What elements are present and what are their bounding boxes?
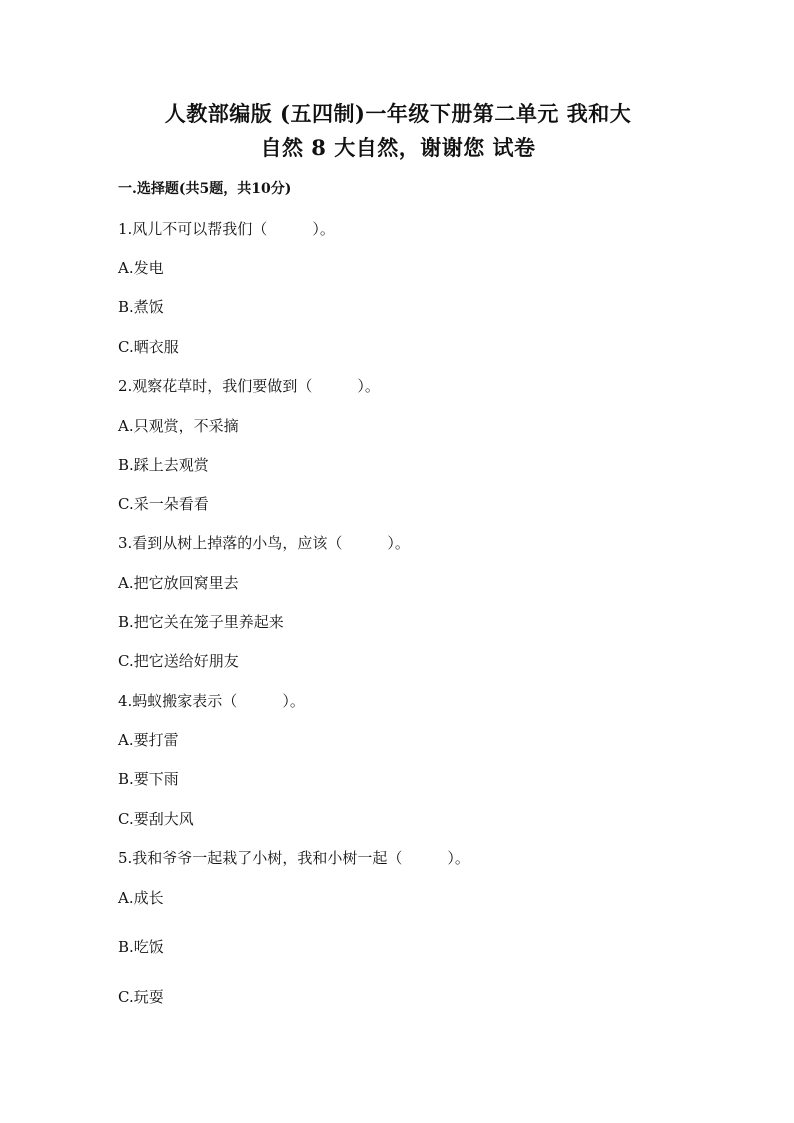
question-1-option-c: C.晒衣服 bbox=[118, 338, 179, 356]
question-4-stem: 4.蚂蚁搬家表示（ ）。 bbox=[118, 692, 305, 710]
question-4-option-b: B.要下雨 bbox=[118, 770, 179, 788]
question-2-stem: 2.观察花草时，我们要做到（ ）。 bbox=[118, 377, 380, 395]
question-4-option-a: A.要打雷 bbox=[118, 731, 179, 749]
question-1-option-a: A.发电 bbox=[118, 259, 164, 277]
question-1-option-b: B.煮饭 bbox=[118, 298, 164, 316]
question-5-stem: 5.我和爷爷一起栽了小树，我和小树一起（ ）。 bbox=[118, 849, 470, 867]
question-5-option-b: B.吃饭 bbox=[118, 938, 164, 956]
section-heading: 一.选择题(共5题，共10分) bbox=[118, 181, 292, 197]
question-3-option-c: C.把它送给好朋友 bbox=[118, 652, 239, 670]
document-title-line-1: 人教部编版 (五四制)一年级下册第二单元 我和大 bbox=[164, 101, 632, 126]
question-3-option-a: A.把它放回窝里去 bbox=[118, 574, 239, 592]
question-2-option-a: A.只观赏，不采摘 bbox=[118, 417, 239, 435]
document-title-line-2: 自然 8 大自然，谢谢您 试卷 bbox=[260, 135, 536, 160]
question-2-option-b: B.踩上去观赏 bbox=[118, 456, 209, 474]
question-4-option-c: C.要刮大风 bbox=[118, 810, 194, 828]
question-3-option-b: B.把它关在笼子里养起来 bbox=[118, 613, 284, 631]
question-5-option-c: C.玩耍 bbox=[118, 988, 164, 1006]
question-1-stem: 1.风儿不可以帮我们（ ）。 bbox=[118, 220, 335, 238]
question-3-stem: 3.看到从树上掉落的小鸟，应该（ ）。 bbox=[118, 534, 410, 552]
question-5-option-a: A.成长 bbox=[118, 889, 164, 907]
question-2-option-c: C.采一朵看看 bbox=[118, 495, 209, 513]
